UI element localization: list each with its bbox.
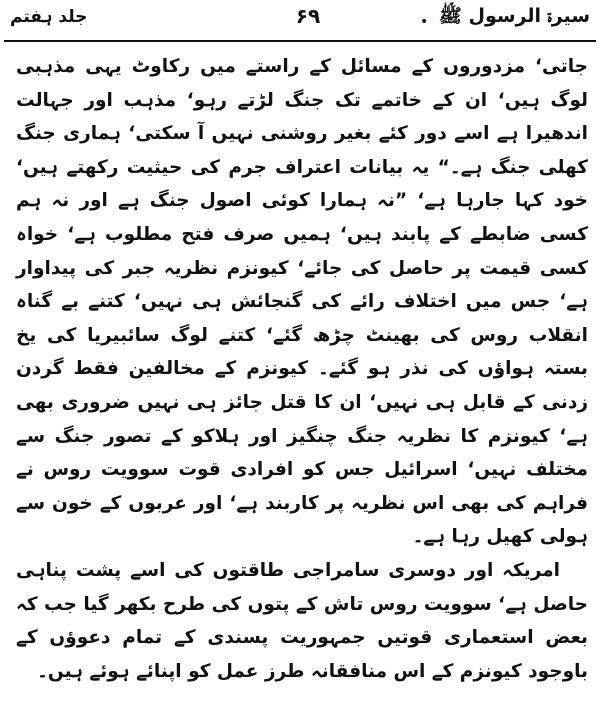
body-text (16, 50, 588, 688)
paragraph-1: جاتی‘ مزدوروں کے مسائل کے راستے میں رکاوٹ یہی مذہبی لوگ ہیں‘ ان کے خاتمے تک جنگ لڑتے رہو‘ مذہب اور جہالت اندھیرا ہے اسے دور کئے بغیر روشنی نہیں آ سکتی‘ ہماری جنگ کھلی جنگ ہے۔“ یہ بیانات اعتراف جرم کی حیثیت رکھتے ہیں‘ خود کہا جارہا ہے‘ ”نہ ہمارا کوئی اصول جنگ ہے اور نہ ہم کسی ضابطے کے پابند ہیں‘ ہمیں صرف فتح مطلوب ہے‘ خواہ کسی قیمت پر حاصل کی جائے‘ کیونزم نظریہ جبر کی پیداوار ہے‘ جس میں اختلاف رائے کی گنجائش ہی نہیں‘ کتنے بے گناہ انقلاب روس کی بھینٹ چڑھ گئے‘ کتنے لوگ سائبیریا کی یخ بستہ ہواؤں کی نذر ہو گئے۔ کیونزم کے مخالفین فقط گردن زدنی کے قابل ہی نہیں‘ ان کا قتل جائز ہی نہیں ضروری بھی ہے‘ کیونزم کا نظریہ جنگ چنگیز اور ہلاکو کے تصور جنگ سے مختلف نہیں‘ اسرائیل جس کو افرادی قوت سوویت روس نے فراہم کی بھی اس نظریہ پر کاربند ہے‘ اور عربوں کے خون سے ہولی کھیل رہا ہے۔ (16, 56, 588, 548)
header-dot-ornament: • (420, 14, 429, 30)
paragraph-2: امریکہ اور دوسری سامراجی طاقتوں کی اسے پشت پناہی حاصل ہے‘ سوویت روس تاش کے پتوں کی طرح بکھر گیا جب کہ بعض استعماری قوتیں جمہوریت پسندی کے تمام دعوؤں کے باوجود کیونزم کے اس منافقانہ طرز عمل کو اپنائے ہوئے ہیں۔ (15, 559, 588, 682)
volume-label: جلد ہفتم (10, 7, 88, 27)
book-title: سیرۃ الرسول ﷺ (438, 5, 590, 27)
page-number: ۶۹ (295, 4, 321, 28)
page-header (8, 4, 592, 38)
header-rule (4, 40, 596, 42)
